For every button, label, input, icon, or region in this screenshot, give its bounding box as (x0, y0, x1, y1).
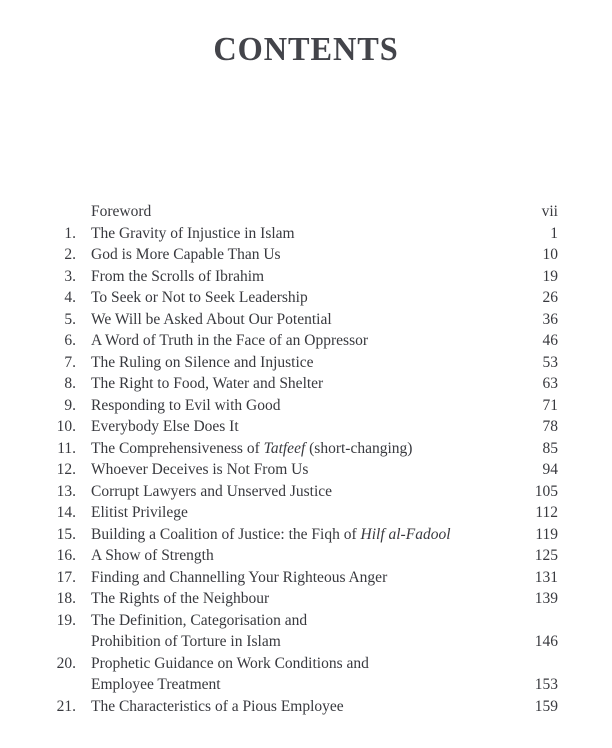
entry-title: From the Scrolls of Ibrahim (91, 267, 265, 285)
entry-page: 119 (535, 525, 558, 543)
toc-entry-line (45, 201, 558, 223)
entry-page: 105 (534, 482, 558, 500)
entry-page: 85 (542, 439, 558, 457)
toc-entry-line (45, 653, 558, 675)
entry-page: 131 (534, 568, 558, 586)
entry-page: 71 (542, 396, 558, 414)
entry-title: The Definition, Categorisation and (91, 611, 308, 629)
entry-number: 12. (56, 461, 76, 478)
entry-number: 4. (64, 289, 76, 306)
entry-number: 5. (64, 310, 76, 328)
entry-number: 15. (56, 525, 76, 543)
entry-page: 19 (542, 267, 558, 285)
entry-page: 10 (542, 246, 558, 263)
entry-number: 19. (56, 611, 76, 629)
entry-number: 10. (56, 418, 76, 435)
entry-number: 3. (64, 267, 76, 285)
entry-number: 8. (64, 375, 76, 392)
entry-page: 146 (534, 633, 558, 650)
toc-entry-line (45, 481, 558, 503)
entry-number: 20. (56, 654, 76, 672)
toc-entry-line (45, 588, 558, 610)
entry-page: 153 (534, 676, 558, 693)
toc-entry-line (45, 330, 558, 352)
toc-entry-line (45, 287, 558, 309)
entry-page: 26 (542, 289, 558, 306)
toc-entry-line (45, 610, 558, 632)
entry-title: Whoever Deceives is Not From Us (91, 461, 309, 478)
entry-page: 94 (542, 461, 558, 478)
entry-title: The Gravity of Injustice in Islam (91, 224, 295, 242)
entry-number: 13. (56, 482, 76, 500)
entry-number: 7. (64, 353, 76, 371)
entry-page: 125 (534, 547, 558, 564)
toc-entry-line (45, 674, 558, 696)
toc-entry-line (45, 631, 558, 653)
entry-title: God is More Capable Than Us (91, 246, 281, 263)
toc-entry-line (45, 395, 558, 417)
entry-number: 9. (64, 396, 76, 414)
entry-title: Elitist Privilege (91, 504, 188, 521)
entry-title: The Right to Food, Water and Shelter (91, 375, 324, 392)
entry-page: 78 (542, 418, 558, 435)
entry-number: 11. (57, 439, 76, 457)
entry-title: The Ruling on Silence and Injustice (91, 353, 314, 371)
entry-page: 1 (550, 224, 558, 242)
entry-title: Building a Coalition of Justice: the Fiqh of Hilf al-Fadool (91, 525, 451, 543)
page-title: CONTENTS (213, 31, 399, 68)
entry-title: Responding to Evil with Good (91, 396, 281, 414)
toc-entry-line (45, 696, 558, 718)
entry-title: A Word of Truth in the Face of an Oppressor (91, 332, 369, 349)
entry-number: 16. (56, 547, 76, 564)
entry-title: To Seek or Not to Seek Leadership (91, 289, 308, 306)
entry-number: 6. (64, 332, 76, 349)
entry-title: The Characteristics of a Pious Employee (91, 697, 344, 715)
entry-page: 112 (535, 504, 558, 521)
entry-page: 46 (542, 332, 558, 349)
entry-title: A Show of Strength (91, 547, 214, 564)
toc-entry-line (45, 373, 558, 395)
toc-entry-line (45, 416, 558, 438)
toc-entry-line (45, 459, 558, 481)
toc-entry-line (45, 502, 558, 524)
entry-number: 18. (56, 590, 76, 607)
entry-title: Foreword (91, 203, 152, 220)
entry-title: Prophetic Guidance on Work Conditions and (91, 654, 369, 672)
entry-number: 14. (56, 504, 76, 521)
entry-page: 159 (534, 697, 558, 715)
toc-entry-line (45, 352, 558, 374)
entry-title: Corrupt Lawyers and Unserved Justice (91, 482, 333, 500)
entry-page: 53 (542, 353, 558, 371)
toc-entry-line (45, 524, 558, 546)
toc-entry-line (45, 266, 558, 288)
entry-title: The Comprehensiveness of Tatfeef (short-changing) (91, 439, 413, 457)
entry-page: 36 (542, 310, 558, 328)
entry-title: The Rights of the Neighbour (91, 590, 270, 607)
toc-entry-line (45, 223, 558, 245)
entry-title: Employee Treatment (91, 676, 221, 693)
entry-title: Prohibition of Torture in Islam (91, 633, 281, 650)
entry-page: vii (541, 203, 558, 220)
entry-number: 2. (64, 246, 76, 263)
toc-entry-line (45, 438, 558, 460)
entry-page: 139 (534, 590, 558, 607)
entry-title: Everybody Else Does It (91, 418, 239, 435)
toc-entry-line (45, 545, 558, 567)
entry-number: 1. (64, 224, 76, 242)
toc-list (45, 201, 558, 717)
entry-title: We Will be Asked About Our Potential (91, 310, 332, 328)
entry-number: 21. (56, 697, 76, 715)
entry-number: 17. (56, 568, 76, 586)
toc-entry-line (45, 309, 558, 331)
toc-entry-line (45, 567, 558, 589)
entry-title: Finding and Channelling Your Righteous Anger (91, 568, 388, 586)
entry-page: 63 (542, 375, 558, 392)
toc-entry-line (45, 244, 558, 266)
